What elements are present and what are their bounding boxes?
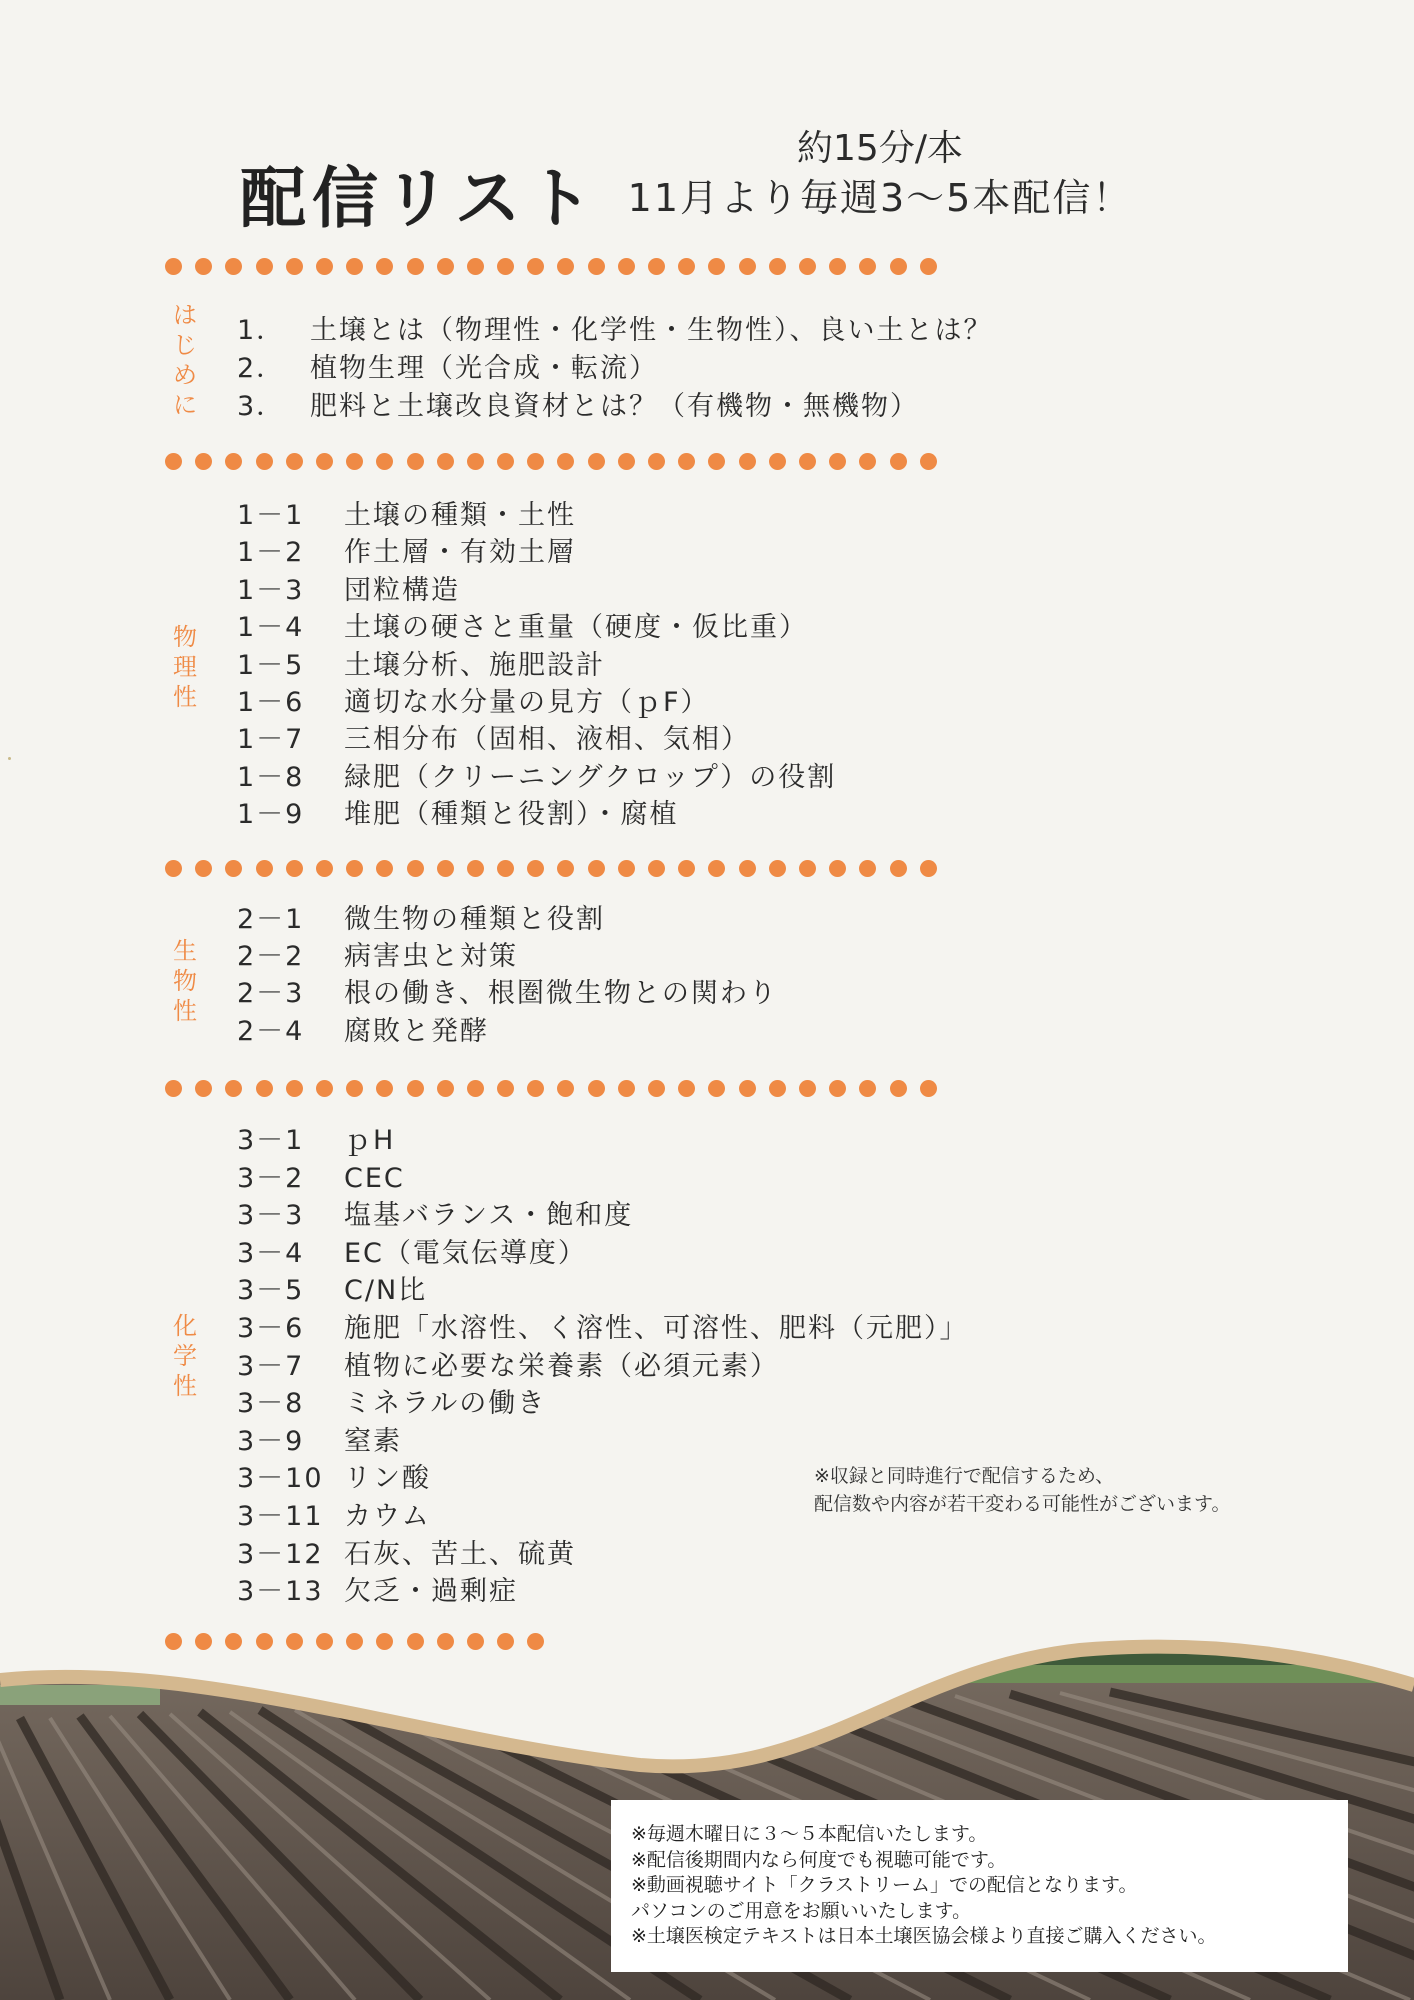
divider-dot xyxy=(588,453,605,470)
divider-dot xyxy=(920,1080,937,1097)
info-line: ※配信後期間内なら何度でも視聴可能です。 xyxy=(631,1848,1007,1871)
dot-divider xyxy=(165,453,937,470)
divider-dot xyxy=(890,860,907,877)
list-item: 3－2 CEC xyxy=(237,1162,405,1194)
list-item: 2－1 微生物の種類と役割 xyxy=(237,904,605,935)
section-label-physical: 物 理 性 xyxy=(173,623,197,711)
section-label-intro: は じ め に xyxy=(173,301,197,419)
divider-dot xyxy=(799,1080,816,1097)
divider-dot xyxy=(437,453,454,470)
divider-dot xyxy=(256,453,273,470)
divider-dot xyxy=(739,453,756,470)
divider-dot xyxy=(225,453,242,470)
chemical-list xyxy=(237,1122,969,1611)
info-line: パソコンのご用意をお願いいたします。 xyxy=(631,1899,972,1922)
list-item: 2． 植物生理（光合成・転流） xyxy=(237,353,658,384)
list-item: 3－1 ｐH xyxy=(237,1125,396,1156)
divider-dot xyxy=(678,258,695,275)
divider-dot xyxy=(316,258,333,275)
info-box xyxy=(611,1800,1348,1972)
biological-list xyxy=(237,901,778,1050)
divider-dot xyxy=(829,1080,846,1097)
divider-dot xyxy=(467,453,484,470)
page-title: 配信リスト xyxy=(240,160,599,237)
divider-dot xyxy=(769,860,786,877)
divider-dot xyxy=(588,1080,605,1097)
list-item: 3－4 EC（電気伝導度） xyxy=(237,1237,587,1269)
list-item: 2－2 病害虫と対策 xyxy=(237,941,518,973)
list-item: 1－9 堆肥（種類と役割）・腐植 xyxy=(237,799,679,831)
divider-dot xyxy=(346,258,363,275)
divider-dot xyxy=(618,258,635,275)
divider-dot xyxy=(437,1080,454,1097)
divider-dot xyxy=(708,1080,725,1097)
divider-dot xyxy=(557,258,574,275)
section-label-chemical: 化 学 性 xyxy=(173,1312,197,1400)
divider-dot xyxy=(799,860,816,877)
divider-dot xyxy=(588,258,605,275)
divider-dot xyxy=(920,258,937,275)
divider-dot xyxy=(859,860,876,877)
list-item: 1－1 土壌の種類・土性 xyxy=(237,500,576,531)
divider-dot xyxy=(225,860,242,877)
divider-dot xyxy=(648,258,665,275)
divider-dot xyxy=(437,258,454,275)
divider-dot xyxy=(527,1080,544,1097)
divider-dot xyxy=(467,258,484,275)
divider-dot xyxy=(739,258,756,275)
divider-dot xyxy=(256,860,273,877)
dot-divider xyxy=(165,258,937,275)
divider-dot xyxy=(859,453,876,470)
divider-dot xyxy=(286,258,303,275)
recording-note: ※収録と同時進行で配信するため、 配信数や内容が若干変わる可能性がございます。 xyxy=(814,1465,1231,1515)
divider-dot xyxy=(588,860,605,877)
list-item: 1－8 緑肥（クリーニングクロップ）の役割 xyxy=(237,761,837,793)
list-item: 3－10 リン酸 xyxy=(237,1463,431,1495)
divider-dot xyxy=(407,453,424,470)
divider-dot xyxy=(829,860,846,877)
divider-dot xyxy=(708,258,725,275)
divider-dot xyxy=(407,1080,424,1097)
divider-dot xyxy=(256,258,273,275)
divider-dot xyxy=(286,1080,303,1097)
divider-dot xyxy=(225,1080,242,1097)
intro-list xyxy=(237,312,993,426)
decorative-speck xyxy=(8,757,11,760)
divider-dot xyxy=(618,860,635,877)
divider-dot xyxy=(859,1080,876,1097)
list-item: 2－4 腐敗と発酵 xyxy=(237,1015,489,1047)
divider-dot xyxy=(316,453,333,470)
divider-dot xyxy=(346,1080,363,1097)
divider-dot xyxy=(769,453,786,470)
section-label-biological: 生 物 性 xyxy=(173,937,197,1025)
divider-dot xyxy=(256,1080,273,1097)
list-item: 3－13 欠乏・過剰症 xyxy=(237,1576,518,1608)
divider-dot xyxy=(437,860,454,877)
list-item: 1－7 三相分布（固相、液相、気相） xyxy=(237,724,750,756)
divider-dot xyxy=(890,453,907,470)
divider-dot xyxy=(376,258,393,275)
delivery-schedule xyxy=(600,125,1160,223)
list-item: 3－12 石灰、苦土、硫黄 xyxy=(237,1538,576,1570)
list-item: 1． 土壌とは（物理性・化学性・生物性）、良い土とは？ xyxy=(237,315,993,346)
divider-dot xyxy=(557,860,574,877)
duration-text: 約15分/本 xyxy=(797,128,963,169)
physical-list xyxy=(237,497,836,834)
divider-dot xyxy=(316,860,333,877)
divider-dot xyxy=(618,453,635,470)
divider-dot xyxy=(739,860,756,877)
divider-dot xyxy=(165,860,182,877)
divider-dot xyxy=(769,258,786,275)
list-item: 1－4 土壌の硬さと重量（硬度・仮比重） xyxy=(237,612,808,644)
divider-dot xyxy=(648,453,665,470)
divider-dot xyxy=(859,258,876,275)
divider-dot xyxy=(920,860,937,877)
divider-dot xyxy=(165,453,182,470)
divider-dot xyxy=(376,1080,393,1097)
info-line: ※毎週木曜日に３～５本配信いたします。 xyxy=(631,1823,988,1845)
divider-dot xyxy=(678,1080,695,1097)
divider-dot xyxy=(497,860,514,877)
divider-dot xyxy=(195,453,212,470)
divider-dot xyxy=(497,1080,514,1097)
divider-dot xyxy=(648,860,665,877)
divider-dot xyxy=(890,1080,907,1097)
list-item: 1－6 適切な水分量の見方（ｐF） xyxy=(237,686,710,718)
divider-dot xyxy=(739,1080,756,1097)
schedule-text: 11月より毎週3～5本配信！ xyxy=(627,176,1133,220)
list-item: 1－2 作土層・有効土層 xyxy=(237,537,576,569)
divider-dot xyxy=(708,453,725,470)
divider-dot xyxy=(890,258,907,275)
divider-dot xyxy=(557,453,574,470)
divider-dot xyxy=(648,1080,665,1097)
divider-dot xyxy=(195,258,212,275)
list-item: 3． 肥料と土壌改良資材とは？（有機物・無機物） xyxy=(237,391,919,422)
list-item: 3－9 窒素 xyxy=(237,1425,402,1457)
divider-dot xyxy=(769,1080,786,1097)
divider-dot xyxy=(407,860,424,877)
list-item: 1－5 土壌分析、施肥設計 xyxy=(237,649,605,681)
list-item: 3－8 ミネラルの働き xyxy=(237,1388,547,1420)
divider-dot xyxy=(497,453,514,470)
divider-dot xyxy=(829,258,846,275)
divider-dot xyxy=(346,860,363,877)
divider-dot xyxy=(527,453,544,470)
divider-dot xyxy=(286,860,303,877)
list-item: 3－11 カウム xyxy=(237,1500,431,1532)
divider-dot xyxy=(346,453,363,470)
list-item: 1－3 団粒構造 xyxy=(237,574,460,606)
divider-dot xyxy=(829,453,846,470)
list-item: 3－5 C/N比 xyxy=(237,1275,428,1307)
divider-dot xyxy=(316,1080,333,1097)
divider-dot xyxy=(618,1080,635,1097)
divider-dot xyxy=(799,453,816,470)
divider-dot xyxy=(799,258,816,275)
divider-dot xyxy=(920,453,937,470)
dot-divider xyxy=(165,860,937,877)
divider-dot xyxy=(225,258,242,275)
list-item: 3－3 塩基バランス・飽和度 xyxy=(237,1200,634,1232)
divider-dot xyxy=(376,860,393,877)
info-line: ※動画視聴サイト「クラストリーム」での配信となります。 xyxy=(631,1874,1138,1896)
list-item: 3－7 植物に必要な栄養素（必須元素） xyxy=(237,1350,779,1382)
divider-dot xyxy=(497,258,514,275)
info-line: ※土壌医検定テキストは日本土壌医協会様より直接ご購入ください。 xyxy=(631,1925,1217,1947)
divider-dot xyxy=(195,860,212,877)
divider-dot xyxy=(165,1080,182,1097)
divider-dot xyxy=(557,1080,574,1097)
divider-dot xyxy=(195,1080,212,1097)
divider-dot xyxy=(678,453,695,470)
divider-dot xyxy=(407,258,424,275)
divider-dot xyxy=(467,1080,484,1097)
divider-dot xyxy=(527,860,544,877)
divider-dot xyxy=(376,453,393,470)
dot-divider xyxy=(165,1080,937,1097)
list-item: 2－3 根の働き、根圏微生物との関わり xyxy=(237,978,778,1010)
list-item: 3－6 施肥「水溶性、く溶性、可溶性、肥料（元肥）」 xyxy=(237,1312,969,1344)
divider-dot xyxy=(286,453,303,470)
divider-dot xyxy=(467,860,484,877)
divider-dot xyxy=(708,860,725,877)
divider-dot xyxy=(165,258,182,275)
divider-dot xyxy=(527,258,544,275)
divider-dot xyxy=(678,860,695,877)
